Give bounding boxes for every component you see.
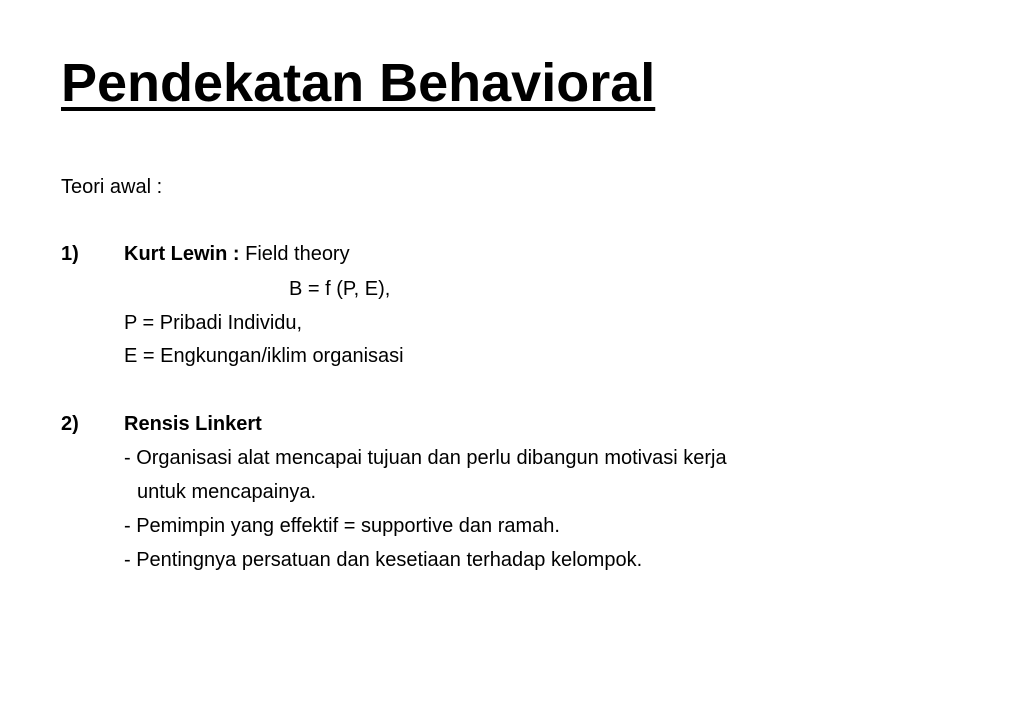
item-2-point-1-cont: untuk mencapainya.	[137, 481, 317, 503]
item-1-heading-line	[124, 242, 350, 266]
intro-text: Teori awal :	[61, 176, 163, 198]
slide-title: Pendekatan Behavioral	[61, 53, 656, 113]
item-2-number: 2)	[61, 413, 79, 435]
item-2-point-3: - Pentingnya persatuan dan kesetiaan terhadap kelompok.	[124, 549, 643, 571]
item-2-heading	[124, 412, 262, 436]
item-1-heading: Kurt Lewin :	[124, 243, 240, 265]
item-2-point-2: - Pemimpin yang effektif = supportive dan ramah.	[124, 515, 560, 537]
item-1-line-e: E = Engkungan/iklim organisasi	[124, 345, 404, 367]
item-1-line-p: P = Pribadi Individu,	[124, 312, 303, 334]
item-1-number: 1)	[61, 243, 79, 265]
item-2-heading-text: Rensis Linkert	[124, 413, 262, 435]
item-2-point-1: - Organisasi alat mencapai tujuan dan perlu dibangun motivasi kerja	[124, 447, 727, 469]
item-1-heading-rest: Field theory	[239, 243, 350, 265]
item-1-formula: B = f (P, E),	[289, 278, 391, 300]
